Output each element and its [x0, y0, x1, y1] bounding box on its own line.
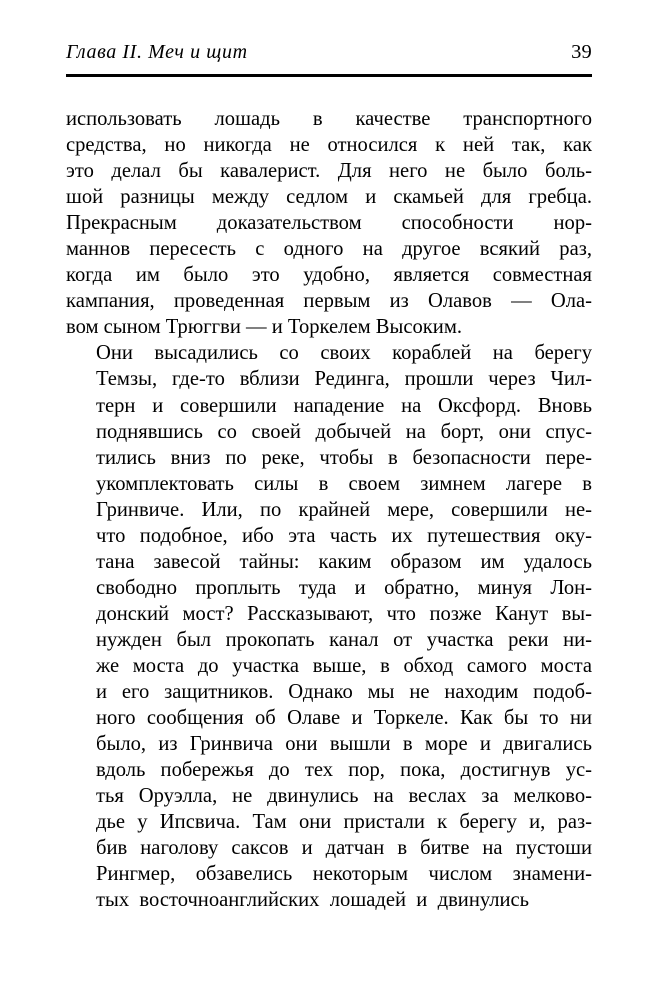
paragraph [66, 340, 592, 913]
paragraph [66, 106, 592, 340]
text-line: вдоль побережья до тех пор, пока, достигнув ус- [96, 759, 592, 782]
text-line: это делал бы кавалерист. Для него не было боль- [66, 160, 592, 183]
text-line: Рингмер, обзавелись некоторым числом знамени- [96, 863, 592, 886]
text-line: же моста до участка выше, в обход самого моста [96, 654, 592, 677]
text-line: Они высадились со своих кораблей на берегу [96, 342, 592, 365]
text-line: ного сообщения об Олаве и Торкеле. Как бы то ни [96, 707, 592, 730]
text-line: кампания, проведенная первым из Олавов — Ола- [66, 290, 592, 313]
text-line: дье у Ипсвича. Там они пристали к берегу и, раз- [96, 811, 592, 834]
text-line: тились вниз по реке, чтобы в безопасности пере- [96, 446, 592, 469]
text-line: терн и совершили нападение на Оксфорд. Вновь [96, 394, 592, 417]
body-text-block [66, 106, 592, 913]
text-line: маннов пересесть с одного на другое всякий раз, [66, 238, 592, 261]
text-line: шой разницы между седлом и скамьей для гребца. [66, 186, 592, 209]
text-line: средства, но никогда не относился к ней так, как [66, 134, 592, 157]
text-line: поднявшись со своей добычей на борт, они спус- [96, 420, 592, 443]
text-line: вом сыном Трюггви — и Торкелем Высоким. [66, 316, 462, 339]
text-line: когда им было это удобно, является совместная [66, 264, 592, 287]
text-line: Темзы, где-то вблизи Рединга, прошли через Чил- [96, 368, 592, 391]
text-line: и его защитников. Однако мы не находим подоб- [96, 681, 592, 704]
page-number: 39 [571, 41, 592, 63]
text-line: Прекрасным доказательством способности нор- [66, 212, 592, 235]
text-line: бив наголову саксов и датчан в битве на пустоши [96, 837, 592, 860]
text-line: было, из Гринвича они вышли в море и двигались [96, 733, 592, 756]
text-line: тых восточноанглийских лошадей и двинулись [96, 889, 530, 912]
text-line: тана завесой тайны: каким образом им удалось [96, 550, 592, 573]
running-head-title: Глава II. Меч и щит [66, 41, 248, 63]
text-line: нужден был прокопать канал от участка реки ни- [96, 628, 592, 651]
text-line: донский мост? Рассказывают, что позже Канут вы- [96, 602, 592, 625]
running-head [66, 42, 592, 70]
text-line: что подобное, ибо эта часть их путешествия оку- [96, 524, 592, 547]
text-line: укомплектовать силы в своем зимнем лагере в [96, 472, 592, 495]
text-line: использовать лошадь в качестве транспортного [66, 108, 592, 130]
text-line: Гринвиче. Или, по крайней мере, совершили не- [96, 498, 592, 521]
header-rule [66, 74, 592, 77]
text-line: тья Оруэлла, не двинулись на веслах за мелково- [96, 785, 592, 808]
text-line: свободно проплыть туда и обратно, минуя Лон- [96, 576, 592, 599]
